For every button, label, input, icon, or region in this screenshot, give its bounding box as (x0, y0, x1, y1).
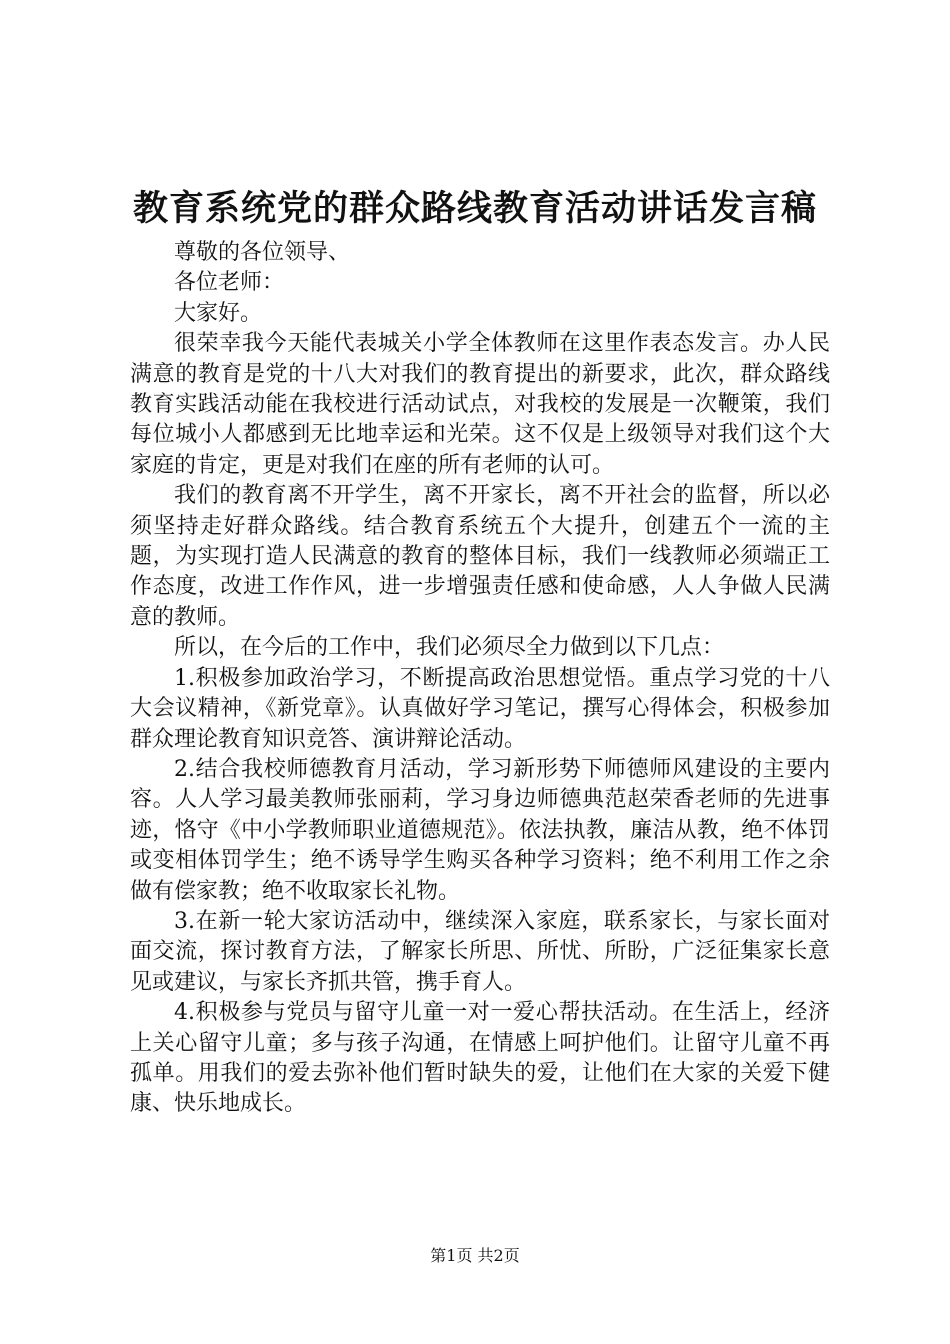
document-body (130, 238, 830, 1120)
paragraph-point-3: 3.在新一轮大家访活动中，继续深入家庭，联系家长，与家长面对面交流，探讨教育方法，了解家长所思、所忧、所盼，广泛征集家长意见或建议，与家长齐抓共管，携手育人。 (130, 908, 830, 995)
paragraph-mass-line: 我们的教育离不开学生，离不开家长，离不开社会的监督，所以必须坚持走好群众路线。结合教育系统五个大提升，创建五个一流的主题，为实现打造人民满意的教育的整体目标，我们一线教师必须端正工作态度，改进工作作风，进一步增强责任感和使命感，人人争做人民满意的教师。 (130, 483, 830, 630)
document-title: 教育系统党的群众路线教育活动讲话发言稿 (132, 188, 817, 229)
paragraph-point-4: 4.积极参与党员与留守儿童一对一爱心帮扶活动。在生活上，经济上关心留守儿童；多与孩子沟通，在情感上呵护他们。让留守儿童不再孤单。用我们的爱去弥补他们暂时缺失的爱，让他们在大家的关爱下健康、快乐地成长。 (130, 1000, 830, 1117)
salutation-teachers: 各位老师： (174, 270, 285, 296)
page-number-footer: 第1页 共2页 (430, 1246, 520, 1265)
paragraph-points-lead: 所以，在今后的工作中，我们必须尽全力做到以下几点： (174, 635, 725, 661)
salutation-leaders: 尊敬的各位领导、 (174, 240, 351, 265)
paragraph-point-2: 2.结合我校师德教育月活动，学习新形势下师德师风建设的主要内容。人人学习最美教师张丽莉，学习身边师德典范赵荣香老师的先进事迹，恪守《中小学教师职业道德规范》。依法执教，廉洁从教，绝不体罚或变相体罚学生；绝不诱导学生购买各种学习资料；绝不利用工作之余做有偿家教；绝不收取家长礼物。 (130, 756, 830, 904)
greeting: 大家好。 (174, 300, 263, 326)
paragraph-intro: 很荣幸我今天能代表城关小学全体教师在这里作表态发言。办人民满意的教育是党的十八大对我们的教育提出的新要求，此次，群众路线教育实践活动能在我校进行活动试点，对我校的发展是一次鞭策，我们每位城小人都感到无比地幸运和光荣。这不仅是上级领导对我们这个大家庭的肯定，更是对我们在座的所有老师的认可。 (130, 331, 830, 478)
paragraph-point-1: 1.积极参加政治学习，不断提高政治思想觉悟。重点学习党的十八大会议精神，《新党章》。认真做好学习笔记，撰写心得体会，积极参加群众理论教育知识竞答、演讲辩论活动。 (130, 665, 830, 752)
